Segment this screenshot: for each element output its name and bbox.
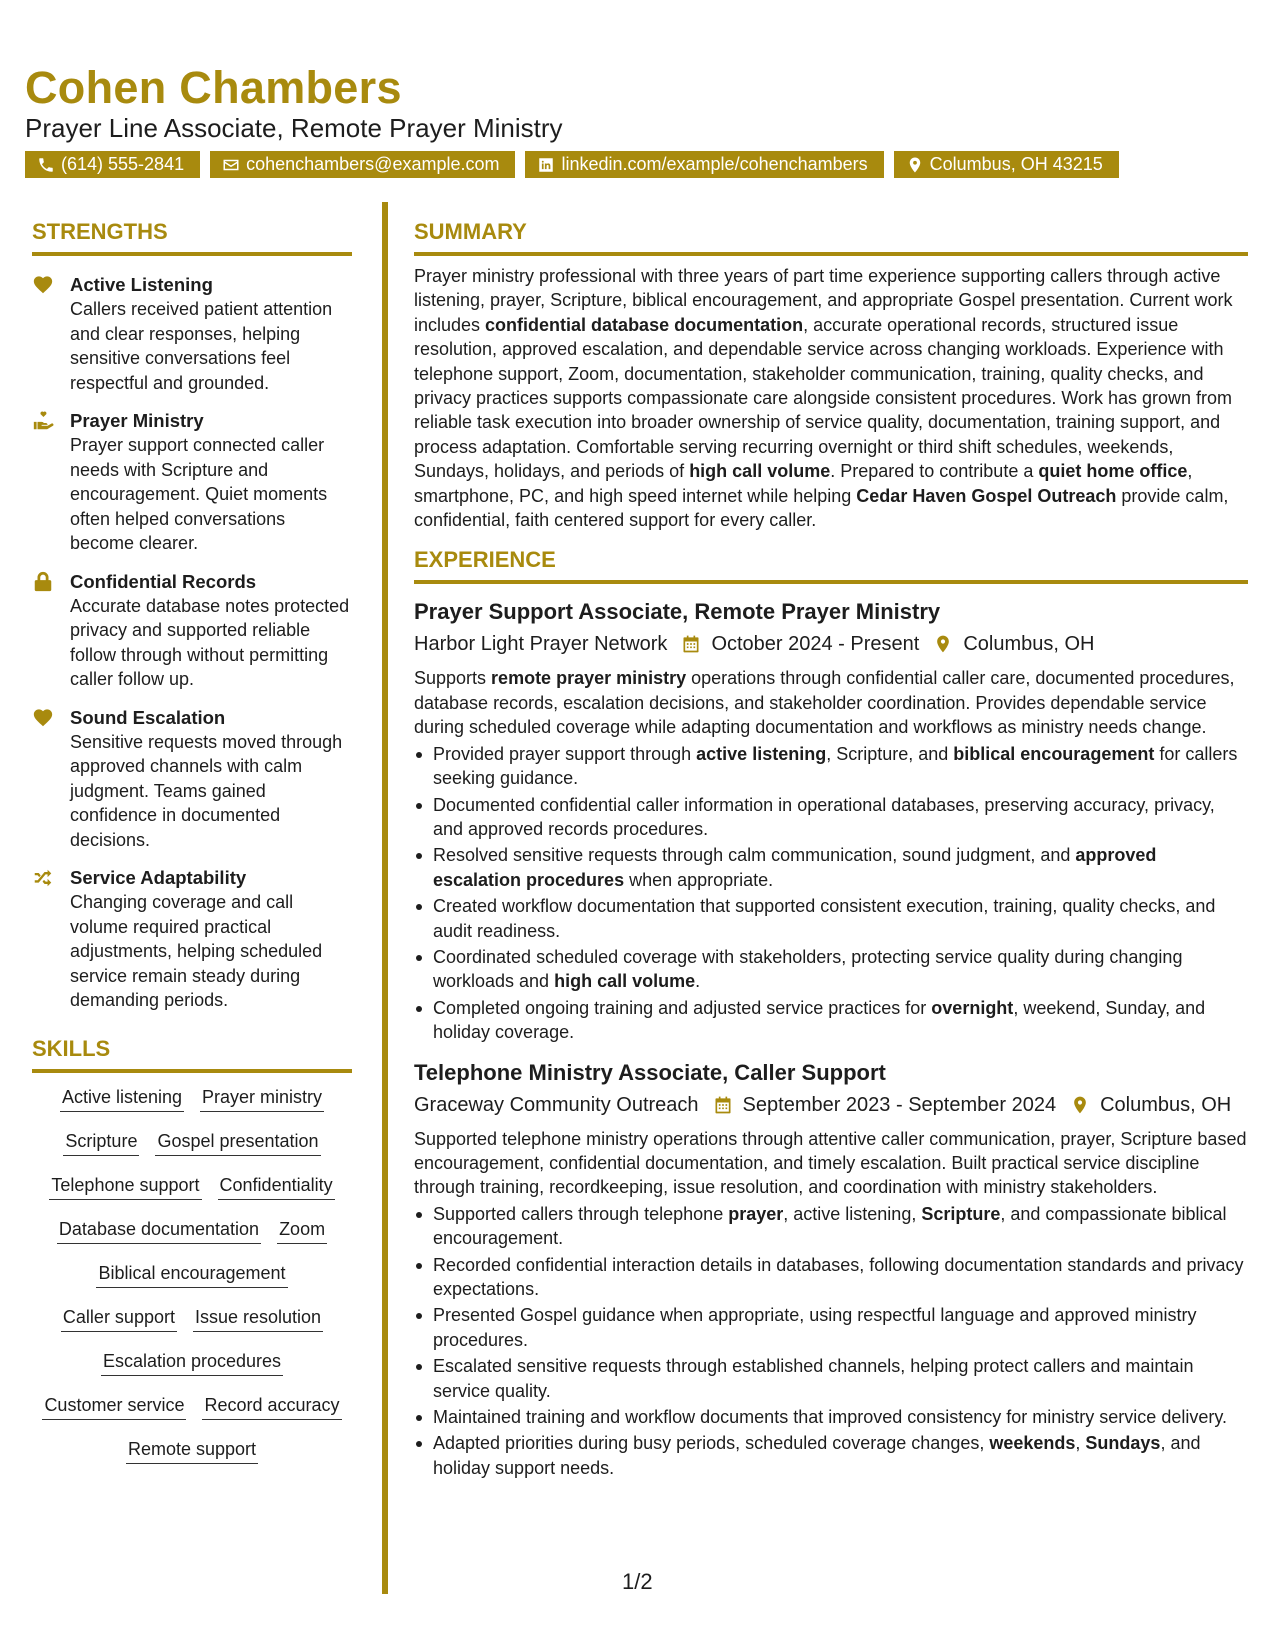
skill-tag: Prayer ministry	[200, 1085, 324, 1112]
linkedin-icon	[537, 156, 555, 174]
strength-title: Prayer Ministry	[70, 410, 204, 431]
section-rule	[32, 252, 352, 256]
skill-tag: Remote support	[126, 1437, 258, 1464]
job-entry	[414, 598, 1248, 1044]
job-bullet: Presented Gospel guidance when appropriate, using respectful language and approved ministry procedures.	[414, 1303, 1248, 1352]
contact-linkedin-text: linkedin.com/example/cohenchambers	[561, 154, 868, 174]
experience-heading: EXPERIENCE	[414, 547, 556, 573]
job-org: Graceway Community Outreach	[414, 1093, 699, 1116]
job-bullets	[414, 1202, 1248, 1480]
strength-item	[32, 865, 352, 1013]
job-bullet: Provided prayer support through active listening, Scripture, and biblical encouragement for callers seeking guidance.	[414, 742, 1248, 791]
contact-location	[894, 151, 1119, 178]
job-location: Columbus, OH	[1100, 1093, 1232, 1116]
job-bullet: Completed ongoing training and adjusted service practices for overnight, weekend, Sunday, and holiday coverage.	[414, 996, 1248, 1045]
skill-tag: Scripture	[63, 1129, 139, 1156]
strength-title: Active Listening	[70, 274, 213, 295]
job-location: Columbus, OH	[963, 633, 1095, 656]
job-bullet: Supported callers through telephone prayer, active listening, Scripture, and compassionate biblical encouragement.	[414, 1202, 1248, 1251]
strength-title: Confidential Records	[70, 570, 257, 592]
skills-list	[32, 1085, 352, 1464]
contact-location-text: Columbus, OH 43215	[929, 154, 1103, 174]
job-bullet: Coordinated scheduled coverage with stakeholders, protecting service quality during changing workloads and high call volume.	[414, 945, 1248, 994]
contact-phone[interactable]	[25, 151, 200, 178]
page-number: 1/2	[622, 1569, 653, 1594]
job-title: Prayer Support Associate, Remote Prayer Ministry	[414, 599, 941, 625]
hand-holding-heart-icon	[32, 410, 54, 432]
summary-section	[414, 218, 1248, 532]
job-bullet: Created workflow documentation that supported consistent execution, training, quality checks, and audit readiness.	[414, 894, 1248, 943]
map-pin-icon	[906, 156, 924, 174]
job-meta	[414, 1091, 1248, 1119]
strength-item	[32, 408, 352, 556]
skill-tag: Escalation procedures	[101, 1349, 283, 1376]
envelope-icon	[222, 156, 240, 174]
map-pin-icon	[933, 634, 953, 654]
job-bullet: Resolved sensitive requests through calm communication, sound judgment, and approved escalation procedures when appropriate.	[414, 843, 1248, 892]
strength-title: Sound Escalation	[70, 706, 226, 728]
skill-tag: Confidentiality	[218, 1173, 335, 1200]
skill-tag: Biblical encouragement	[96, 1261, 287, 1288]
summary-text: Prayer ministry professional with three years of part time experience supporting callers through active listening, prayer, Scripture, biblical encouragement, and appropriate Gospel presentation. Current work includes confidential database documentation, accurate operational records, structured issue resolution, approved escalation, and dependable service across changing workloads. Experience with telephone support, Zoom, documentation, stakeholder communication, training, quality checks, and privacy practices supports compassionate care alongside consistent procedures. Work has grown from reliable task execution into broader ownership of service quality, documentation, training support, and process adaptation. Comfortable serving recurring overnight or third shift schedules, weekends, Sundays, holidays, and periods of high call volume. Prepared to contribute a quiet home office, smartphone, PC, and high speed internet while helping Cedar Haven Gospel Outreach provide calm, confidential, faith centered support for every caller.	[414, 266, 1233, 531]
job-bullet: Documented confidential caller information in operational databases, preserving accuracy, privacy, and approved records procedures.	[414, 793, 1248, 842]
skill-tag: Zoom	[277, 1217, 327, 1244]
map-pin-icon	[1070, 1095, 1090, 1115]
strength-item	[32, 272, 352, 395]
job-bullet: Escalated sensitive requests through established channels, helping protect callers and maintain service quality.	[414, 1354, 1248, 1403]
strength-desc: Accurate database notes protected privacy and supported reliable follow through without permitting caller follow up.	[70, 595, 350, 689]
skill-tag: Database documentation	[57, 1217, 261, 1244]
job-bullet: Adapted priorities during busy periods, scheduled coverage changes, weekends, Sundays, and holiday support needs.	[414, 1431, 1248, 1480]
job-meta	[414, 630, 1248, 658]
job-title: Telephone Ministry Associate, Caller Support	[414, 1059, 886, 1085]
strength-desc: Sensitive requests moved through approved channels with calm judgment. Teams gained confidence in documented decisions.	[70, 731, 343, 850]
job-bullet: Recorded confidential interaction details in databases, following documentation standards and privacy expectations.	[414, 1253, 1248, 1302]
calendar-icon	[713, 1095, 733, 1115]
column-divider	[382, 202, 388, 1594]
phone-icon	[37, 156, 55, 174]
job-bullet: Maintained training and workflow documents that improved consistency for ministry service delivery.	[414, 1405, 1248, 1429]
strengths-section	[32, 218, 352, 1013]
right-column	[414, 218, 1248, 1482]
strength-title: Service Adaptability	[70, 867, 247, 888]
job-description: Supported telephone ministry operations through attentive caller communication, prayer, Scripture based encouragement, confidential documentation, and timely escalation. Built practical service discipline through training, recordkeeping, issue resolution, and coordination with ministry stakeholders.	[414, 1128, 1247, 1198]
skill-tag: Caller support	[61, 1305, 177, 1332]
section-rule	[414, 580, 1248, 584]
heart-icon	[32, 274, 54, 296]
strength-desc: Callers received patient attention and clear responses, helping sensitive conversations feel respectful and grounded.	[70, 299, 333, 393]
skill-tag: Record accuracy	[202, 1393, 341, 1420]
left-column	[32, 218, 352, 1464]
contact-phone-text: (614) 555-2841	[61, 154, 185, 174]
skill-tag: Issue resolution	[193, 1305, 323, 1332]
calendar-icon	[681, 634, 701, 654]
skill-tag: Telephone support	[49, 1173, 201, 1200]
skill-tag: Active listening	[60, 1085, 184, 1112]
strengths-heading: STRENGTHS	[32, 219, 168, 244]
job-bullets	[414, 742, 1248, 1045]
job-dates: September 2023 - September 2024	[742, 1093, 1057, 1116]
job-description: Supports remote prayer ministry operations through confidential caller care, documented procedures, database records, escalation decisions, and stakeholder coordination. Provides dependable service during scheduled coverage while adapting documentation and workflows as ministry needs change.	[414, 668, 1235, 738]
contact-bar	[25, 151, 1119, 178]
experience-section	[414, 546, 1248, 1480]
section-rule	[32, 1069, 352, 1073]
skill-tag: Gospel presentation	[155, 1129, 320, 1156]
shuffle-icon	[32, 867, 54, 889]
skills-section	[32, 1035, 352, 1464]
strength-item	[32, 569, 352, 692]
section-rule	[414, 252, 1248, 256]
heart-icon	[32, 707, 54, 729]
skill-tag: Customer service	[42, 1393, 186, 1420]
summary-heading: SUMMARY	[414, 219, 527, 244]
contact-linkedin[interactable]	[525, 151, 883, 178]
job-dates: October 2024 - Present	[711, 633, 920, 656]
contact-email-text: cohenchambers@example.com	[246, 154, 500, 174]
lock-icon	[32, 571, 54, 593]
strength-desc: Changing coverage and call volume required practical adjustments, helping scheduled service remain steady during demanding periods.	[70, 892, 323, 1010]
strength-item	[32, 705, 352, 853]
contact-email[interactable]	[210, 151, 515, 178]
candidate-name: Cohen Chambers	[25, 62, 402, 113]
candidate-role: Prayer Line Associate, Remote Prayer Ministry	[25, 113, 563, 143]
strength-desc: Prayer support connected caller needs with Scripture and encouragement. Quiet moments often helped conversations become clearer.	[70, 435, 328, 553]
skills-heading: SKILLS	[32, 1035, 111, 1061]
job-org: Harbor Light Prayer Network	[414, 633, 668, 656]
job-entry	[414, 1059, 1248, 1481]
